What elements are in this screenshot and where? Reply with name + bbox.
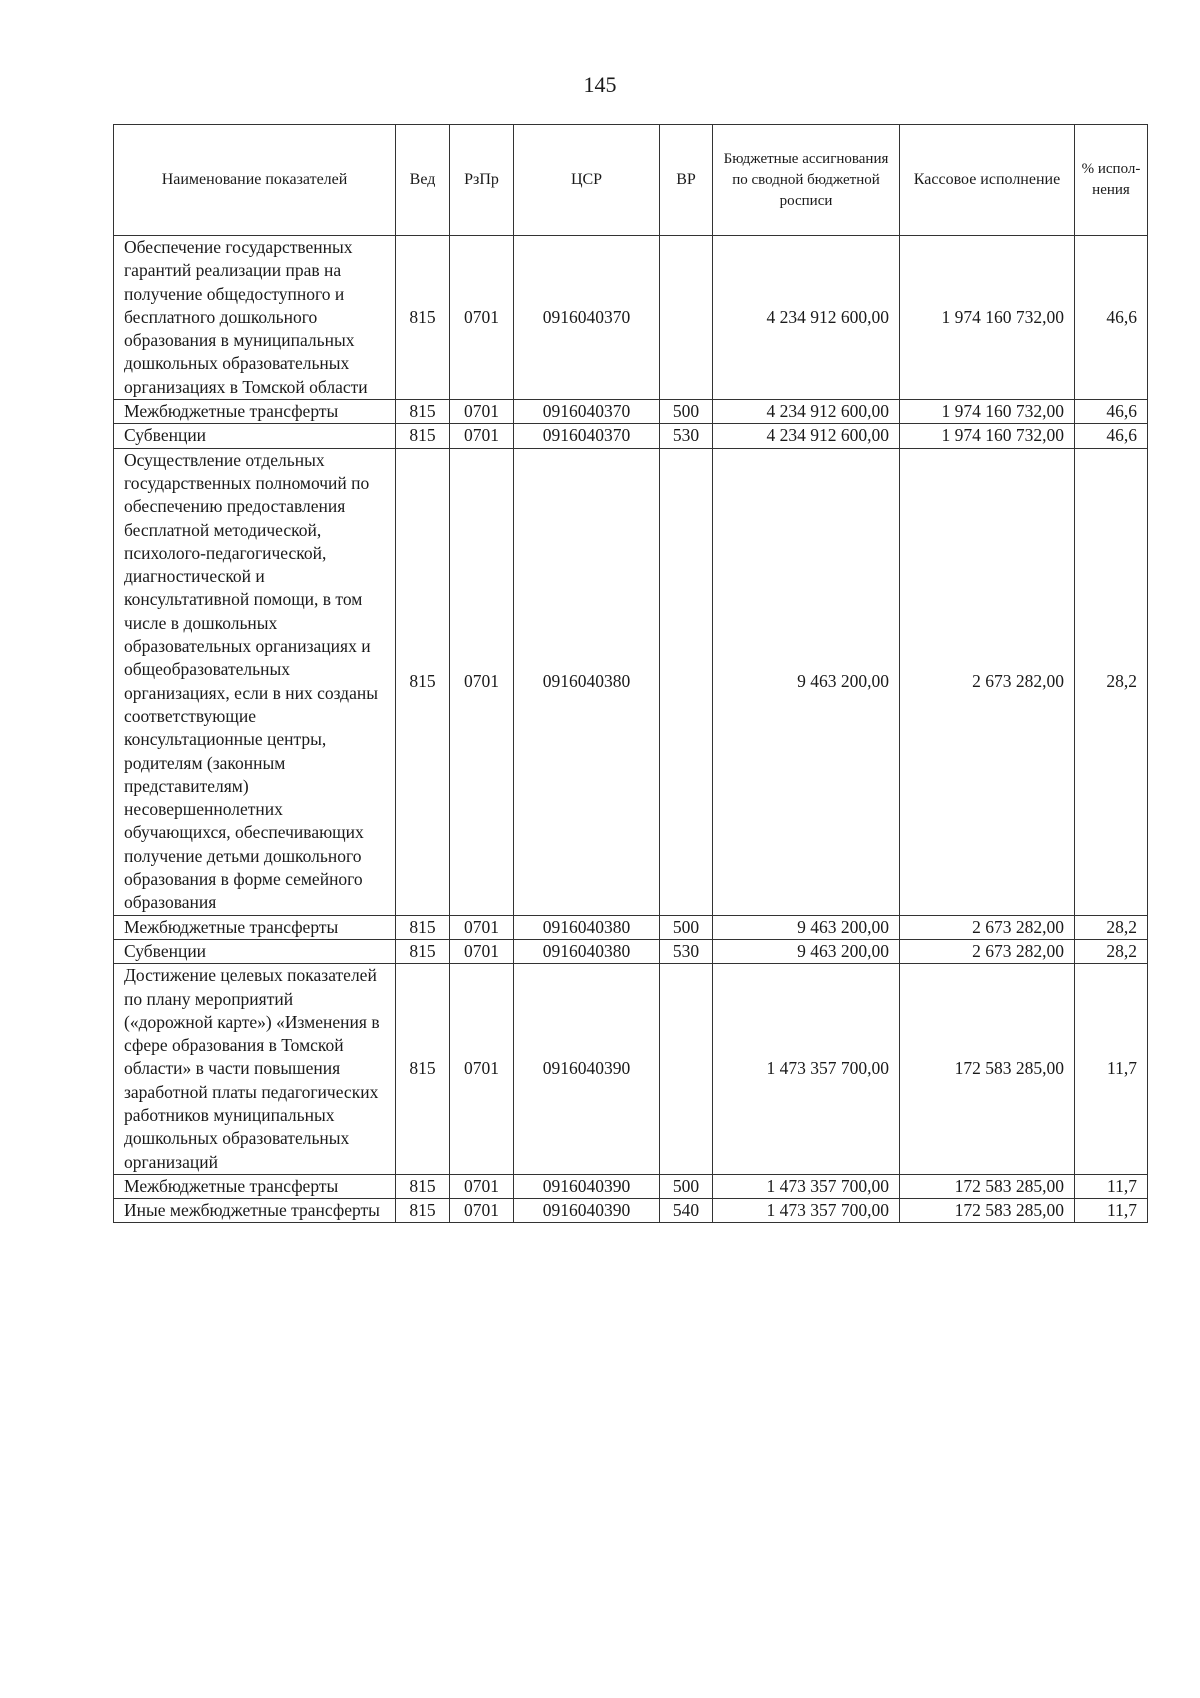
row-vr: 530 <box>660 939 713 963</box>
row-cash: 1 974 160 732,00 <box>900 236 1075 400</box>
row-csr: 0916040390 <box>514 1199 660 1223</box>
budget-execution-table <box>113 124 1148 1223</box>
row-allocations: 9 463 200,00 <box>713 448 900 915</box>
row-name: Межбюджетные трансферты <box>114 1174 396 1198</box>
row-csr: 0916040380 <box>514 939 660 963</box>
row-allocations: 4 234 912 600,00 <box>713 400 900 424</box>
row-allocations: 1 473 357 700,00 <box>713 1174 900 1198</box>
row-rzpr: 0701 <box>450 964 514 1175</box>
row-ved: 815 <box>396 424 450 448</box>
row-allocations: 4 234 912 600,00 <box>713 424 900 448</box>
table-row <box>114 448 1148 915</box>
row-name: Иные межбюджетные трансферты <box>114 1199 396 1223</box>
row-percent: 11,7 <box>1075 1199 1148 1223</box>
table-row <box>114 964 1148 1175</box>
row-vr <box>660 236 713 400</box>
table-row <box>114 1174 1148 1198</box>
row-cash: 172 583 285,00 <box>900 1174 1075 1198</box>
row-allocations: 1 473 357 700,00 <box>713 964 900 1175</box>
row-rzpr: 0701 <box>450 400 514 424</box>
row-vr: 500 <box>660 1174 713 1198</box>
row-rzpr: 0701 <box>450 1199 514 1223</box>
header-rzpr: РзПр <box>450 125 514 236</box>
row-allocations: 4 234 912 600,00 <box>713 236 900 400</box>
row-rzpr: 0701 <box>450 236 514 400</box>
table-row <box>114 915 1148 939</box>
row-cash: 1 974 160 732,00 <box>900 400 1075 424</box>
header-name: Наименование показателей <box>114 125 396 236</box>
row-vr: 540 <box>660 1199 713 1223</box>
row-vr <box>660 448 713 915</box>
row-percent: 28,2 <box>1075 448 1148 915</box>
row-rzpr: 0701 <box>450 448 514 915</box>
row-cash: 2 673 282,00 <box>900 939 1075 963</box>
row-percent: 28,2 <box>1075 915 1148 939</box>
row-cash: 172 583 285,00 <box>900 1199 1075 1223</box>
row-allocations: 9 463 200,00 <box>713 939 900 963</box>
row-name: Обеспечение государственных гарантий реализации прав на получение общедоступного и бесплатного дошкольного образования в муниципальных дошкольных образовательных организациях в Томской области <box>114 236 396 400</box>
row-csr: 0916040390 <box>514 964 660 1175</box>
row-name: Субвенции <box>114 424 396 448</box>
row-cash: 1 974 160 732,00 <box>900 424 1075 448</box>
row-vr: 530 <box>660 424 713 448</box>
row-csr: 0916040380 <box>514 448 660 915</box>
header-csr: ЦСР <box>514 125 660 236</box>
table-row <box>114 424 1148 448</box>
row-csr: 0916040370 <box>514 236 660 400</box>
row-ved: 815 <box>396 400 450 424</box>
header-cash: Кассовое исполнение <box>900 125 1075 236</box>
row-rzpr: 0701 <box>450 1174 514 1198</box>
row-vr: 500 <box>660 915 713 939</box>
row-rzpr: 0701 <box>450 424 514 448</box>
row-vr: 500 <box>660 400 713 424</box>
row-ved: 815 <box>396 448 450 915</box>
row-allocations: 9 463 200,00 <box>713 915 900 939</box>
row-percent: 46,6 <box>1075 400 1148 424</box>
row-ved: 815 <box>396 236 450 400</box>
row-name: Субвенции <box>114 939 396 963</box>
row-allocations: 1 473 357 700,00 <box>713 1199 900 1223</box>
row-ved: 815 <box>396 1199 450 1223</box>
header-allocations: Бюджетные ассигнования по сводной бюджетной росписи <box>713 125 900 236</box>
row-cash: 2 673 282,00 <box>900 448 1075 915</box>
row-percent: 11,7 <box>1075 1174 1148 1198</box>
row-ved: 815 <box>396 939 450 963</box>
header-percent: % испол- нения <box>1075 125 1148 236</box>
page-number: 145 <box>583 72 617 97</box>
header-vr: ВР <box>660 125 713 236</box>
table-row <box>114 939 1148 963</box>
row-csr: 0916040370 <box>514 400 660 424</box>
row-percent: 11,7 <box>1075 964 1148 1175</box>
row-ved: 815 <box>396 915 450 939</box>
row-cash: 172 583 285,00 <box>900 964 1075 1175</box>
header-ved: Вед <box>396 125 450 236</box>
row-percent: 46,6 <box>1075 236 1148 400</box>
table-row <box>114 400 1148 424</box>
row-percent: 46,6 <box>1075 424 1148 448</box>
row-name: Достижение целевых показателей по плану мероприятий («дорожной карте») «Изменения в сфере образования в Томской области» в части повышения заработной платы педагогических работников муниципальных дошкольных образовательных организаций <box>114 964 396 1175</box>
table-header-row <box>114 125 1148 236</box>
row-rzpr: 0701 <box>450 939 514 963</box>
row-name: Осуществление отдельных государственных полномочий по обеспечению предоставления бесплатной методической, психолого-педагогической, диагностической и консультативной помощи, в том числе в дошкольных образовательных организациях и общеобразовательных организациях, если в них созданы соответствующие консультационные центры, родителям (законным представителям) несовершеннолетних обучающихся, обеспечивающих получение детьми дошкольного образования в форме семейного образования <box>114 448 396 915</box>
row-cash: 2 673 282,00 <box>900 915 1075 939</box>
row-csr: 0916040390 <box>514 1174 660 1198</box>
row-name: Межбюджетные трансферты <box>114 400 396 424</box>
row-percent: 28,2 <box>1075 939 1148 963</box>
row-ved: 815 <box>396 1174 450 1198</box>
table-row <box>114 236 1148 400</box>
row-name: Межбюджетные трансферты <box>114 915 396 939</box>
row-csr: 0916040370 <box>514 424 660 448</box>
table-row <box>114 1199 1148 1223</box>
row-ved: 815 <box>396 964 450 1175</box>
row-vr <box>660 964 713 1175</box>
row-csr: 0916040380 <box>514 915 660 939</box>
row-rzpr: 0701 <box>450 915 514 939</box>
